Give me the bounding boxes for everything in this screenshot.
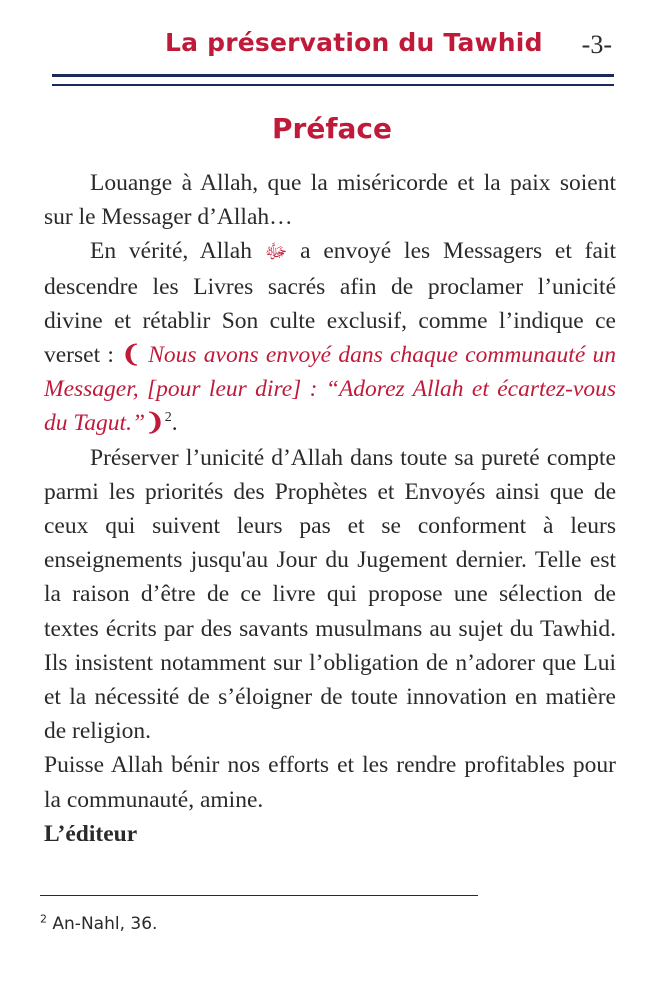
signature: L’éditeur [44,820,138,847]
verse-close-bracket: ❩ [145,410,165,437]
footnote [40,914,157,934]
header-rule-thick [52,74,614,77]
quranic-verse: Nous avons envoyé dans chaque communauté un Messager, [pour leur dire] : “Adorez Allah et écartez-vous du Tagut.” [44,342,617,437]
paragraph-purpose: Préserver l’unicité d’Allah dans toute sa pureté compte parmi les priorités des Prophètes et Envoyés ainsi que de ceux qui suivent leurs pas et se conforment à leurs enseignements jusqu'au Jour du Jugement dernier. Telle est la raison d’être de ce livre qui propose une sélection de textes écrits par des savants musulmans au sujet du Tawhid. Ils insistent notamment sur l’obligation de n’adorer que Lui et la nécessité de s’éloigner de toute innovation en matière de religion. [44,444,616,745]
paragraph-closing: Puisse Allah bénir nos efforts et les rendre profitables pour la communauté, amine. [44,752,616,813]
footnote-text: An-Nahl, 36. [47,914,158,934]
running-header-title: La préservation du Tawhid [165,28,543,57]
paragraph-verse [44,234,616,440]
footnote-ref: 2 [164,410,172,426]
honorific-glyph: ﷻ [264,241,288,264]
body-text [44,166,616,851]
section-heading: Préface [272,112,392,145]
page-number: -3- [581,30,612,59]
footnote-rule [40,895,478,896]
paragraph-verse-mid: a envoyé les Messagers et fait descendre les Livres sacrés afin de proclamer l’unicité divine et rétablir Son culte exclusif, comme l’indique ce verset : [44,238,616,369]
footnote-number: 2 [40,912,47,926]
paragraph-opening: Louange à Allah, que la miséricorde et la paix soient sur le Messager d’Allah… [44,170,616,231]
paragraph-verse-end: . [171,410,178,437]
paragraph-verse-start: En vérité, Allah [90,238,252,265]
verse-open-bracket: ❨ [121,342,141,369]
header-rule-thin [52,84,614,86]
